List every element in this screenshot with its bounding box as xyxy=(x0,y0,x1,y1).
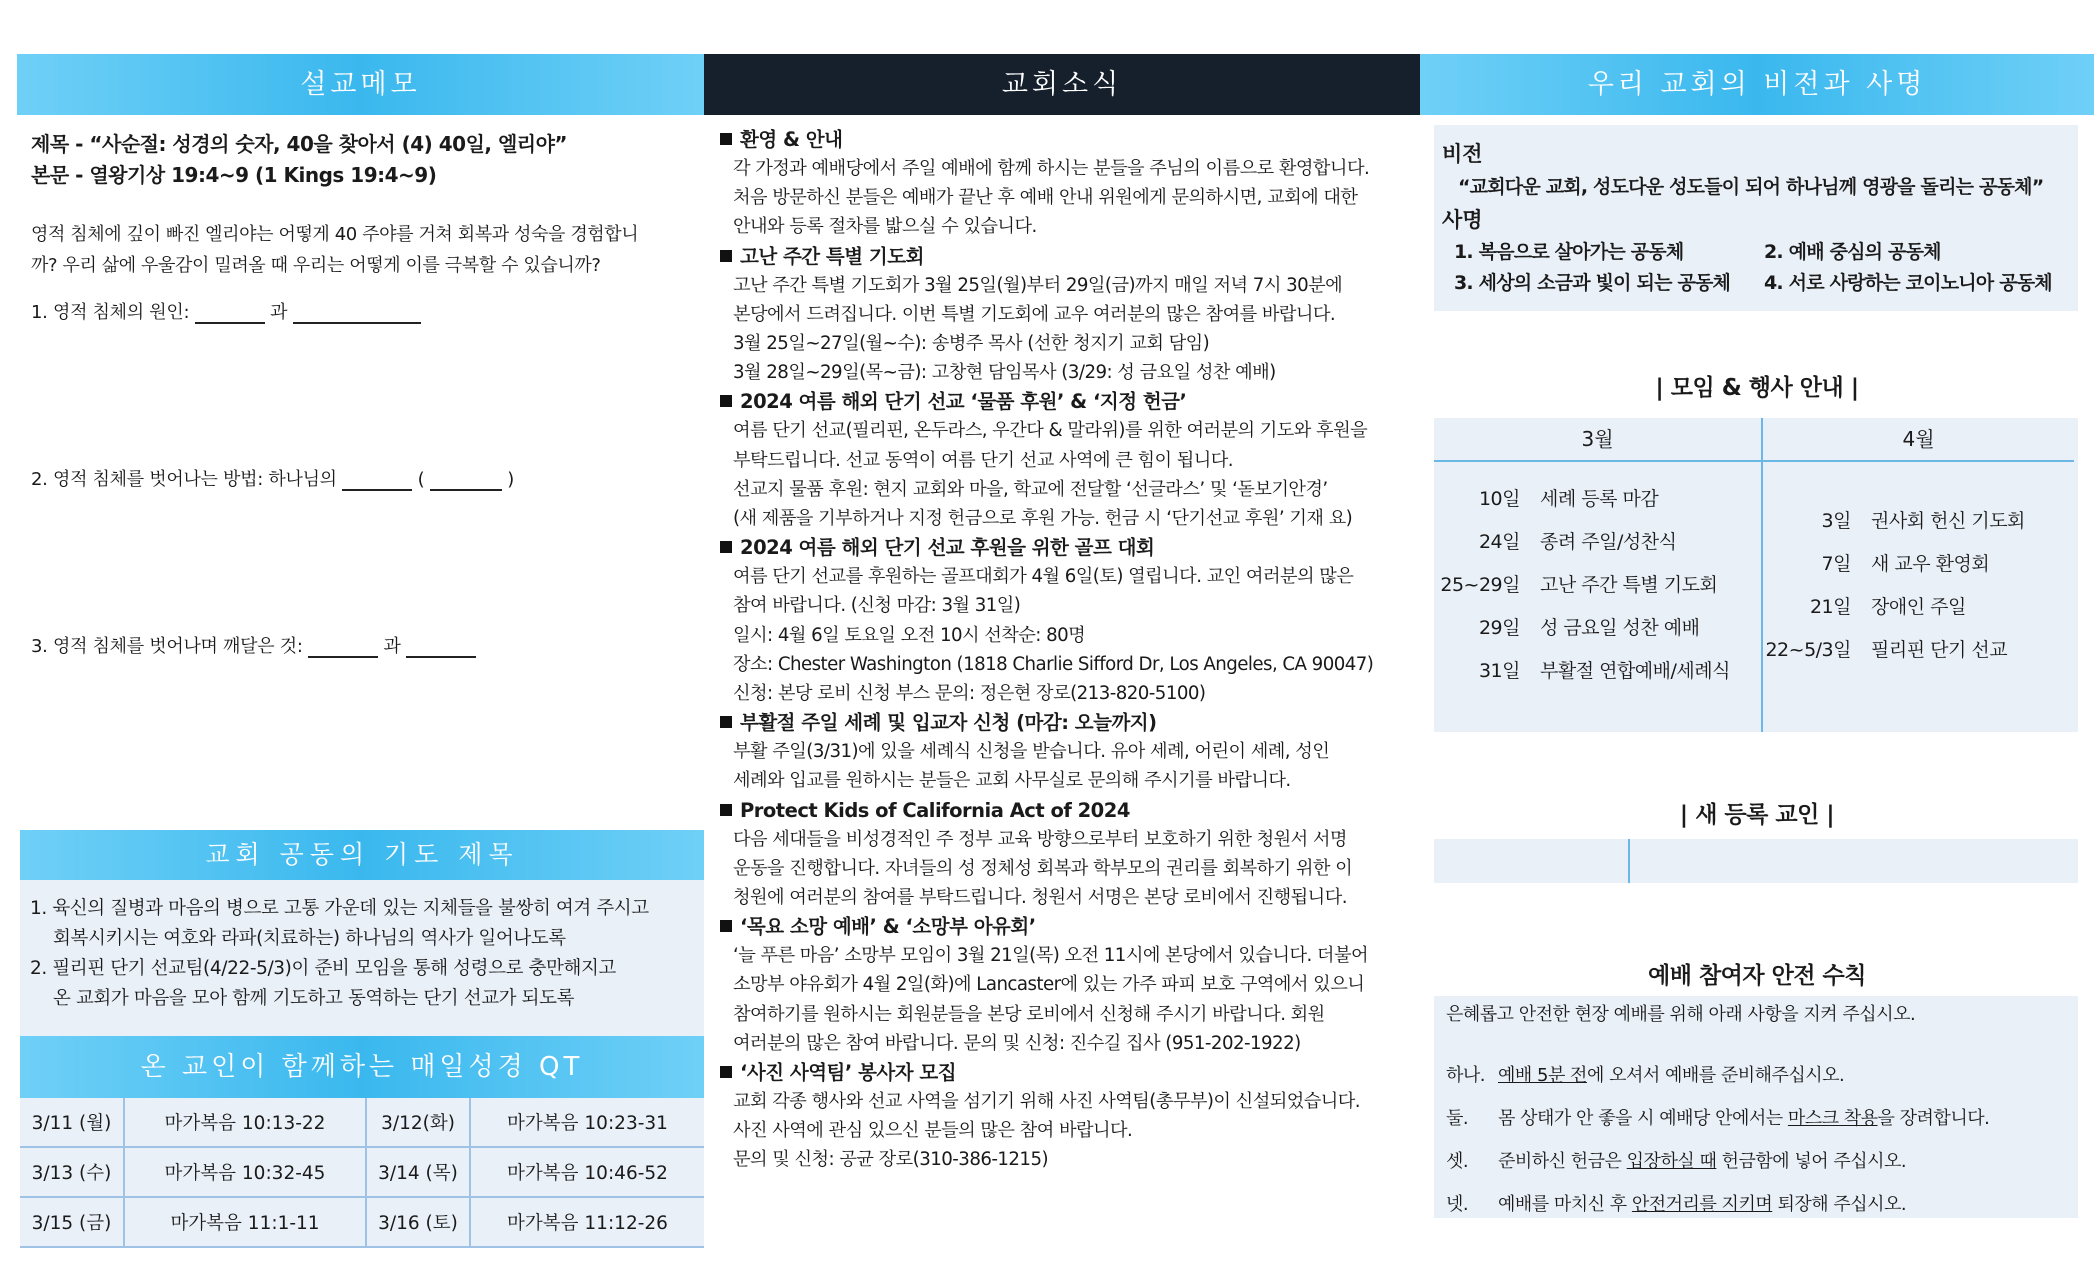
safety-rule-post: 헌금함에 넣어 주십시오. xyxy=(1716,1151,1907,1172)
square-bullet-icon xyxy=(720,716,732,728)
safety-rule xyxy=(1446,1054,2070,1097)
prayer-item xyxy=(30,954,694,1014)
mission-item: 4. 서로 사랑하는 코이노니아 공동체 xyxy=(1764,272,2052,294)
table-row xyxy=(20,1147,704,1197)
sermon-scripture: 본문 - 열왕기상 19:4~9 (1 Kings 19:4~9) xyxy=(31,163,437,187)
news-line: 청원에 여러분의 참여를 부탁드립니다. 청원서 서명은 본당 로비에서 진행됩니다. xyxy=(733,887,1347,909)
safety-rules-list xyxy=(1446,1054,2070,1226)
news-section-title-text: ‘사진 사역팀’ 봉사자 모집 xyxy=(740,1061,957,1085)
news-line: 각 가정과 예배당에서 주일 예배에 함께 하시는 분들을 주님의 이름으로 환영합니다. xyxy=(733,158,1370,179)
prayer-item-line: 회복시키시는 여호와 라파(치료하는) 하나님의 역사가 일어나도록 xyxy=(53,928,566,949)
news-section-title xyxy=(720,796,1420,825)
daily-qt-table xyxy=(20,1098,704,1248)
news-section xyxy=(720,387,1420,533)
safety-rule-number: 넷. xyxy=(1446,1194,1469,1215)
question-2-open: ( xyxy=(417,469,425,490)
news-line: 장소: Chester Washington (1818 Charlie Sifford Dr, Los Angeles, CA 90047) xyxy=(733,653,1374,675)
event-row xyxy=(1434,521,1761,564)
sermon-info xyxy=(17,115,704,191)
news-line: 안내와 등록 절차를 밟으실 수 있습니다. xyxy=(733,216,1037,238)
news-section-title-text: 고난 주간 특별 기도회 xyxy=(740,244,924,268)
sermon-intro-line-1: 영적 침체에 깊이 빠진 엘리야는 어떻게 40 주야를 거쳐 회복과 성숙을 경험합니 xyxy=(31,224,639,245)
question-2-close: ) xyxy=(507,469,514,490)
news-line: 다음 세대들을 비성경적인 주 정부 교육 방향으로부터 보호하기 위한 청원서 서명 xyxy=(733,828,1347,850)
event-date: 21일 xyxy=(1809,596,1851,618)
table-row xyxy=(20,1098,704,1147)
news-section xyxy=(720,125,1420,242)
news-section-title xyxy=(720,387,1420,416)
event-row xyxy=(1434,478,1761,521)
event-date: 25~29일 xyxy=(1440,574,1520,596)
news-line: 부활 주일(3/31)에 있을 세례식 신청을 받습니다. 유아 세례, 어린이 세례, 성인 xyxy=(733,741,1330,763)
qt-date: 3/15 (금) xyxy=(20,1197,124,1247)
events-table xyxy=(1434,418,2078,732)
memo-question-3 xyxy=(31,632,476,658)
prayer-requests-section xyxy=(20,830,704,1044)
news-line: 본당에서 드려집니다. 이번 특별 기도회에 교우 여러분의 많은 참여를 바랍니다. xyxy=(733,303,1336,325)
march-events xyxy=(1434,462,1763,732)
safety-rule-text xyxy=(1498,1054,1844,1097)
vision-label: 비전 xyxy=(1442,142,1483,166)
safety-rule-pre: 준비하신 헌금은 xyxy=(1498,1151,1627,1172)
qt-date: 3/11 (월) xyxy=(20,1098,124,1147)
news-line: 3월 25일~27일(월~수): 송병주 목사 (선한 청지기 교회 담임) xyxy=(733,333,1210,355)
event-row xyxy=(1763,543,2074,586)
event-date: 7일 xyxy=(1821,553,1851,575)
safety-rule-text xyxy=(1498,1140,1906,1183)
news-section-title xyxy=(720,533,1420,562)
qt-passage: 마가복음 11:1-11 xyxy=(124,1197,366,1247)
event-text: 세례 등록 마감 xyxy=(1540,488,1659,510)
news-line: 참여하기를 원하시는 회원분들을 본당 로비에서 신청해 주시기 바랍니다. 회원 xyxy=(733,1003,1325,1025)
safety-rule-pre: 예배를 마치신 후 xyxy=(1498,1194,1632,1215)
news-section-title xyxy=(720,708,1420,737)
march-header: 3월 xyxy=(1434,418,1763,462)
safety-rule-post: 에 오셔서 예배를 준비해주십시오. xyxy=(1586,1065,1845,1086)
news-section-title-text: 2024 여름 해외 단기 선교 후원을 위한 골프 대회 xyxy=(740,536,1155,560)
mission-item: 3. 세상의 소금과 빛이 되는 공동체 xyxy=(1454,272,1731,294)
sermon-intro-line-2: 까? 우리 삶에 우울감이 밀려올 때 우리는 어떻게 이를 극복할 수 있습니까? xyxy=(31,255,601,276)
prayer-item-line: 2. 필리핀 단기 선교팀(4/22-5/3)이 준비 모임을 통해 성령으로 충만해지고 xyxy=(30,958,616,979)
news-line: 여름 단기 선교(필리핀, 온두라스, 우간다 & 말라위)를 위한 여러분의 기도와 후원을 xyxy=(733,420,1368,442)
news-section-title xyxy=(720,125,1420,154)
news-line: 교회 각종 행사와 선교 사역을 섬기기 위해 사진 사역팀(총무부)이 신설되었습니다. xyxy=(733,1091,1361,1113)
news-section xyxy=(720,796,1420,913)
square-bullet-icon xyxy=(720,1066,732,1078)
answer-blank[interactable] xyxy=(406,636,476,658)
church-news-list xyxy=(704,115,1420,1175)
news-section xyxy=(720,1058,1420,1175)
april-header: 4월 xyxy=(1763,418,2074,462)
news-line: 일시: 4월 6일 토요일 오전 10시 선착순: 80명 xyxy=(733,624,1086,646)
news-line: 세례와 입교를 원하시는 분들은 교회 사무실로 문의해 주시기를 바랍니다. xyxy=(733,770,1291,792)
event-date: 22~5/3일 xyxy=(1765,639,1851,661)
newcomers-cell xyxy=(1630,839,2078,883)
safety-title: 예배 참여자 안전 수칙 xyxy=(1648,963,1866,989)
event-date: 31일 xyxy=(1478,660,1520,682)
answer-blank[interactable] xyxy=(342,469,412,491)
news-section xyxy=(720,912,1420,1058)
qt-date: 3/12(화) xyxy=(366,1098,470,1147)
safety-rule-post: 을 장려합니다. xyxy=(1877,1108,1990,1129)
news-line: 참여 바랍니다. (신청 마감: 3월 31일) xyxy=(733,595,1021,617)
safety-rule-emphasis: 마스크 착용 xyxy=(1787,1108,1878,1129)
qt-passage: 마가복음 10:46-52 xyxy=(470,1147,704,1197)
news-section-title-text: Protect Kids of California Act of 2024 xyxy=(740,798,1130,822)
qt-passage: 마가복음 10:32-45 xyxy=(124,1147,366,1197)
newcomers-box xyxy=(1434,839,2078,883)
news-section-title-text: ‘목요 소망 예배’ & ‘소망부 아유회’ xyxy=(740,915,1036,939)
news-line: 사진 사역에 관심 있으신 분들의 많은 참여 바랍니다. xyxy=(733,1120,1133,1142)
news-section xyxy=(720,242,1420,388)
news-line: 신청: 본당 로비 신청 부스 문의: 정은현 장로(213-820-5100) xyxy=(733,683,1206,705)
april-events xyxy=(1763,462,2074,732)
news-line: 처음 방문하신 분들은 예배가 끝난 후 예배 안내 위원에게 문의하시면, 교회에 대한 xyxy=(733,187,1358,209)
news-line: 문의 및 신청: 공균 장로(310-386-1215) xyxy=(733,1149,1049,1171)
event-row xyxy=(1763,629,2074,672)
qt-passage: 마가복음 11:12-26 xyxy=(470,1197,704,1247)
answer-blank[interactable] xyxy=(308,636,378,658)
qt-passage: 마가복음 10:23-31 xyxy=(470,1098,704,1147)
qt-date: 3/14 (목) xyxy=(366,1147,470,1197)
news-line: 3월 28일~29일(목~금): 고창현 담임목사 (3/29: 성 금요일 성찬 예배) xyxy=(733,362,1276,384)
safety-rule-pre: 몸 상태가 안 좋을 시 예배당 안에서는 xyxy=(1498,1108,1788,1129)
news-section-title xyxy=(720,912,1420,941)
event-text: 고난 주간 특별 기도회 xyxy=(1540,574,1718,596)
mission-label: 사명 xyxy=(1442,208,1483,232)
daily-qt-section xyxy=(20,1036,704,1248)
event-row xyxy=(1763,500,2074,543)
square-bullet-icon xyxy=(720,541,732,553)
news-section xyxy=(720,533,1420,708)
sermon-title: 제목 - “사순절: 성경의 숫자, 40을 찾아서 (4) 40일, 엘리야” xyxy=(31,132,568,156)
safety-rule xyxy=(1446,1097,2070,1140)
question-3-label: 3. 영적 침체를 벗어나며 깨달은 것: xyxy=(31,636,303,657)
answer-blank[interactable] xyxy=(195,302,265,324)
event-text: 성 금요일 성찬 예배 xyxy=(1540,617,1700,639)
square-bullet-icon xyxy=(720,395,732,407)
sermon-memo-header: 설교메모 xyxy=(17,54,704,115)
safety-intro: 은혜롭고 안전한 현장 예배를 위해 아래 사항을 지켜 주십시오. xyxy=(1446,1004,1916,1025)
event-row xyxy=(1434,607,1761,650)
vision-column xyxy=(1420,54,2094,1264)
event-row xyxy=(1763,586,2074,629)
question-1-label: 1. 영적 침체의 원인: xyxy=(31,302,190,323)
qt-date: 3/16 (토) xyxy=(366,1197,470,1247)
sermon-intro xyxy=(17,191,704,281)
prayer-item xyxy=(30,894,694,954)
news-section-title-text: 2024 여름 해외 단기 선교 ‘물품 후원’ & ‘지정 헌금’ xyxy=(740,390,1187,414)
event-date: 10일 xyxy=(1478,488,1520,510)
square-bullet-icon xyxy=(720,133,732,145)
event-date: 3일 xyxy=(1821,510,1851,532)
event-date: 24일 xyxy=(1478,531,1520,553)
news-section-title-text: 부활절 주일 세례 및 입교자 신청 (마감: 오늘까지) xyxy=(740,711,1157,735)
church-news-column xyxy=(704,54,1420,1264)
event-text: 부활절 연합예배/세례식 xyxy=(1540,660,1730,682)
safety-rule-number: 하나. xyxy=(1446,1065,1485,1086)
safety-rule-emphasis: 안전거리를 지키며 xyxy=(1631,1194,1773,1215)
event-text: 필리핀 단기 선교 xyxy=(1871,639,2008,661)
daily-qt-header: 온 교인이 함께하는 매일성경 QT xyxy=(20,1036,704,1098)
question-1-mid: 과 xyxy=(270,302,288,323)
safety-rule-number: 둘. xyxy=(1446,1108,1469,1129)
memo-question-1 xyxy=(31,298,421,324)
news-line: 고난 주간 특별 기도회가 3월 25일(월)부터 29일(금)까지 매일 저녁 7시 30분에 xyxy=(733,274,1343,296)
mission-item: 2. 예배 중심의 공동체 xyxy=(1764,241,1941,263)
vision-mission-header: 우리 교회의 비전과 사명 xyxy=(1420,54,2094,115)
mission-list xyxy=(1442,237,2068,299)
news-line: 소망부 야유회가 4월 2일(화)에 Lancaster에 있는 가주 파피 보호 구역에서 있으니 xyxy=(733,974,1365,996)
news-line: 여름 단기 선교를 후원하는 골프대회가 4월 6일(토) 열립니다. 교인 여러분의 많은 xyxy=(733,566,1354,588)
safety-rules-box xyxy=(1434,996,2078,1218)
safety-rule xyxy=(1446,1140,2070,1183)
news-line: 부탁드립니다. 선교 동역이 여름 단기 선교 사역에 큰 힘이 됩니다. xyxy=(733,449,1234,471)
answer-blank[interactable] xyxy=(293,302,421,324)
newcomers-title: | 새 등록 교인 | xyxy=(1679,802,1835,828)
safety-rule-text xyxy=(1498,1183,1906,1226)
prayer-item-line: 온 교회가 마음을 모아 함께 기도하고 동역하는 단기 선교가 되도록 xyxy=(53,988,575,1009)
safety-rule-emphasis: 입장하실 때 xyxy=(1626,1151,1717,1172)
sermon-memo-column xyxy=(17,54,704,1264)
event-text: 장애인 주일 xyxy=(1871,596,1966,618)
news-section-title-text: 환영 & 안내 xyxy=(740,128,843,151)
square-bullet-icon xyxy=(720,250,732,262)
event-row xyxy=(1434,650,1761,693)
safety-rule xyxy=(1446,1183,2070,1226)
table-row xyxy=(20,1197,704,1247)
news-line: 여러분의 많은 참여 바랍니다. 문의 및 신청: 진수길 집사 (951-202-1922) xyxy=(733,1032,1301,1054)
event-row xyxy=(1434,564,1761,607)
qt-passage: 마가복음 10:13-22 xyxy=(124,1098,366,1147)
prayer-requests-body xyxy=(20,880,704,1044)
square-bullet-icon xyxy=(720,920,732,932)
news-line: 선교지 물품 후원: 현지 교회와 마을, 학교에 전달할 ‘선글라스’ 및 ‘돋보기안경’ xyxy=(733,478,1328,500)
event-text: 새 교우 환영회 xyxy=(1871,553,1990,575)
mission-item: 1. 복음으로 살아가는 공동체 xyxy=(1454,241,1684,263)
news-section-title xyxy=(720,242,1420,271)
event-text: 권사회 헌신 기도회 xyxy=(1871,510,2025,532)
news-line: 운동을 진행합니다. 자녀들의 성 정체성 회복과 학부모의 권리를 회복하기 위한 이 xyxy=(733,857,1353,879)
church-news-header: 교회소식 xyxy=(704,54,1420,115)
vision-statement: “교회다운 교회, 성도다운 성도들이 되어 하나님께 영광을 돌리는 공동체” xyxy=(1458,176,2044,198)
question-3-mid: 과 xyxy=(383,636,401,657)
question-2-label: 2. 영적 침체를 벗어나는 방법: 하나님의 xyxy=(31,469,337,490)
vision-mission-box xyxy=(1434,125,2078,311)
memo-question-2 xyxy=(31,465,514,491)
answer-blank[interactable] xyxy=(430,469,502,491)
safety-rule-number: 셋. xyxy=(1446,1151,1469,1172)
newcomers-cell xyxy=(1434,839,1630,883)
prayer-item-line: 1. 육신의 질병과 마음의 병으로 고통 가운데 있는 지체들을 불쌍히 여겨 주시고 xyxy=(30,898,649,919)
events-title: | 모임 & 행사 안내 | xyxy=(1655,375,1859,401)
news-section-title xyxy=(720,1058,1420,1087)
safety-rule-emphasis: 예배 5분 전 xyxy=(1498,1065,1587,1086)
qt-date: 3/13 (수) xyxy=(20,1147,124,1197)
safety-rule-text xyxy=(1498,1097,1989,1140)
square-bullet-icon xyxy=(720,804,732,816)
news-section xyxy=(720,708,1420,795)
news-line: (새 제품을 기부하거나 지정 헌금으로 후원 가능. 헌금 시 ‘단기선교 후원’ 기재 요) xyxy=(733,508,1353,530)
safety-rule-post: 퇴장해 주십시오. xyxy=(1772,1194,1907,1215)
event-date: 29일 xyxy=(1478,617,1520,639)
news-line: ‘늘 푸른 마음’ 소망부 모임이 3월 21일(목) 오전 11시에 본당에서 있습니다. 더불어 xyxy=(733,945,1368,967)
event-text: 종려 주일/성찬식 xyxy=(1540,531,1677,553)
prayer-requests-header: 교회 공동의 기도 제목 xyxy=(20,830,704,880)
